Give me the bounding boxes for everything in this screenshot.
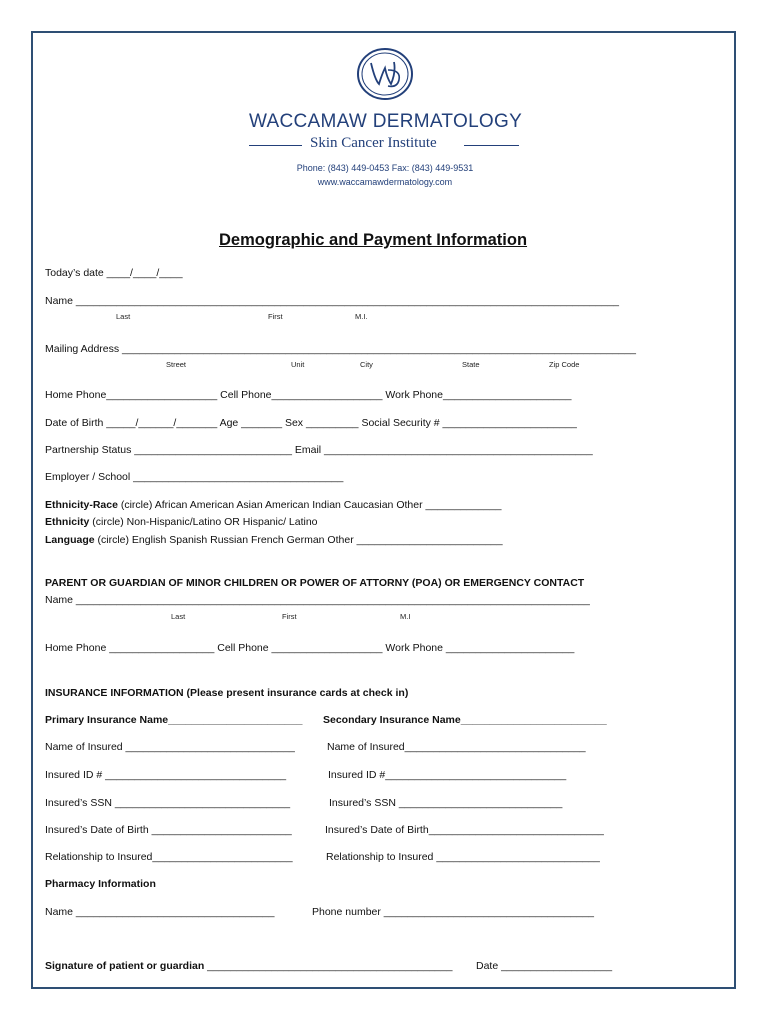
insured-ssn-primary[interactable]: Insured’s SSN ______________________________ xyxy=(45,797,291,809)
dob-age-sex-ssn-row[interactable]: Date of Birth _____/______/_______ Age _______ Sex _________ Social Security # _______________________ xyxy=(45,417,577,429)
ethnicity-race-row[interactable] xyxy=(45,499,501,511)
todays-date-field[interactable]: Today’s date ____/____/____ xyxy=(45,267,183,279)
guardian-name-field[interactable]: Name ________________________________________________________________________________________ xyxy=(45,594,590,606)
phones-row[interactable]: Home Phone___________________ Cell Phone___________________ Work Phone______________________ xyxy=(45,389,572,401)
mailing-sub-street: Street xyxy=(166,360,187,369)
signature-label: Signature of patient or guardian xyxy=(45,960,205,972)
mailing-sub-unit: Unit xyxy=(291,360,305,369)
ethnicity-options[interactable]: (circle) Non-Hispanic/Latino OR Hispanic/ Latino xyxy=(89,516,318,528)
subtitle-rule-right xyxy=(464,145,519,146)
contact-website[interactable]: www.waccamawdermatology.com xyxy=(317,177,453,187)
name-sub-first: First xyxy=(268,312,283,321)
partnership-email-row[interactable]: Partnership Status ___________________________ Email ______________________________________________ xyxy=(45,444,593,456)
ethnicity-row[interactable] xyxy=(45,516,318,528)
logo-monogram-icon xyxy=(355,46,415,102)
ethnicity-race-label: Ethnicity-Race xyxy=(45,499,118,511)
insured-dob-secondary[interactable]: Insured’s Date of Birth______________________________ xyxy=(325,824,604,836)
name-field[interactable]: Name _____________________________________________________________________________________________ xyxy=(45,295,620,307)
mailing-address-field[interactable]: Mailing Address ________________________________________________________________________________________ xyxy=(45,343,636,355)
signature-line[interactable]: __________________________________________ xyxy=(204,960,453,972)
contact-phone-fax: Phone: (843) 449-0453 Fax: (843) 449-9531 xyxy=(296,163,474,173)
relationship-primary[interactable]: Relationship to Insured________________________ xyxy=(45,851,293,863)
mailing-sub-state: State xyxy=(462,360,480,369)
primary-insurance-field[interactable]: Primary Insurance Name_______________________ xyxy=(45,714,303,726)
insured-ssn-secondary[interactable]: Insured’s SSN ____________________________ xyxy=(329,797,563,809)
insurance-heading: INSURANCE INFORMATION (Please present insurance cards at check in) xyxy=(45,687,409,699)
name-sub-mi: M.I. xyxy=(355,312,368,321)
pharmacy-name-field[interactable]: Name __________________________________ xyxy=(45,906,275,918)
name-of-insured-primary[interactable]: Name of Insured _____________________________ xyxy=(45,741,295,753)
signature-date-field[interactable]: Date ___________________ xyxy=(476,960,613,972)
employer-school-field[interactable]: Employer / School ____________________________________ xyxy=(45,471,344,483)
name-of-insured-secondary[interactable]: Name of Insured_______________________________ xyxy=(327,741,586,753)
pharmacy-phone-field[interactable]: Phone number ____________________________________ xyxy=(312,906,595,918)
guardian-sub-last: Last xyxy=(171,612,186,621)
mailing-sub-zip: Zip Code xyxy=(549,360,580,369)
guardian-heading: PARENT OR GUARDIAN OF MINOR CHILDREN OR POWER OF ATTORNY (POA) OR EMERGENCY CONTACT xyxy=(45,577,585,589)
guardian-sub-mi: M.I xyxy=(400,612,411,621)
language-row[interactable] xyxy=(45,534,503,546)
mailing-sub-city: City xyxy=(360,360,373,369)
insured-dob-primary[interactable]: Insured’s Date of Birth ________________________ xyxy=(45,824,292,836)
signature-row[interactable] xyxy=(45,960,452,972)
insured-id-primary[interactable]: Insured ID # _______________________________ xyxy=(45,769,287,781)
org-name: WACCAMAW DERMATOLOGY xyxy=(249,111,523,132)
org-subtitle: Skin Cancer Institute xyxy=(310,135,437,151)
name-sub-last: Last xyxy=(116,312,131,321)
language-label: Language xyxy=(45,534,95,546)
relationship-secondary[interactable]: Relationship to Insured ____________________________ xyxy=(326,851,600,863)
language-options[interactable]: (circle) English Spanish Russian French German Other _________________________ xyxy=(94,534,503,546)
form-title: Demographic and Payment Information xyxy=(219,231,528,249)
secondary-insurance-field[interactable]: Secondary Insurance Name_________________________ xyxy=(323,714,607,726)
guardian-phones-row[interactable]: Home Phone __________________ Cell Phone ___________________ Work Phone ______________________ xyxy=(45,642,575,654)
ethnicity-race-options[interactable]: (circle) African American Asian American Indian Caucasian Other _____________ xyxy=(117,499,502,511)
ethnicity-label: Ethnicity xyxy=(45,516,90,528)
pharmacy-heading: Pharmacy Information xyxy=(45,878,156,890)
subtitle-rule-left xyxy=(249,145,302,146)
guardian-sub-first: First xyxy=(282,612,297,621)
insured-id-secondary[interactable]: Insured ID #_______________________________ xyxy=(328,769,567,781)
